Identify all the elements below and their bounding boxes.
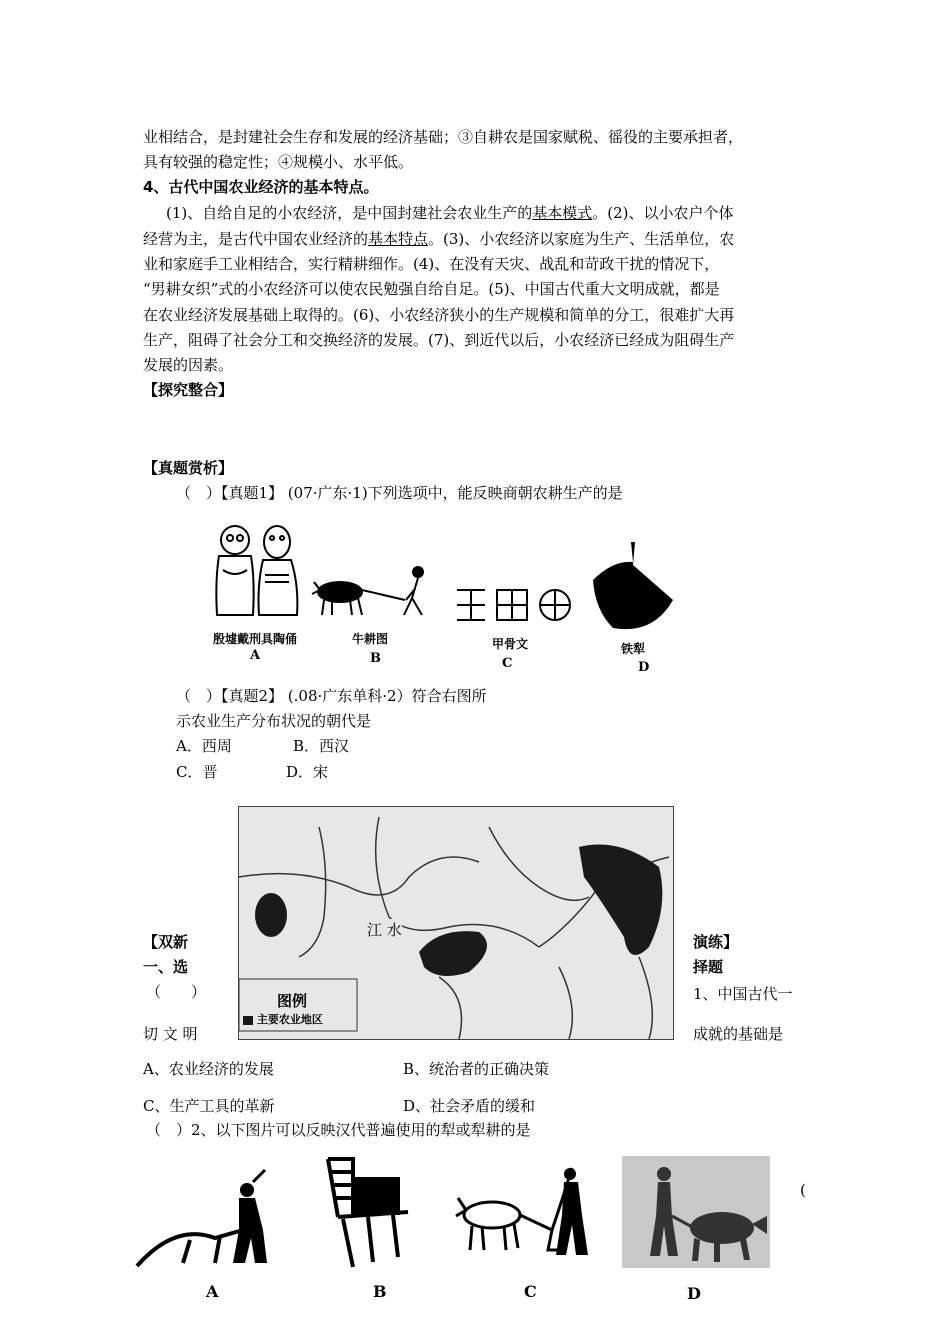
section-title: 4、古代中国农业经济的基本特点。: [143, 178, 379, 196]
legend-item-label: 主要农业地区: [256, 1013, 323, 1026]
river-label: 江 水: [367, 921, 402, 939]
choice-section-right: 择题: [693, 958, 724, 976]
option-a: A、农业经济的发展: [143, 1060, 274, 1078]
legend-item: [243, 1011, 323, 1027]
underlined-term: 基本特点: [368, 230, 429, 248]
question-text: 1、中国古代一: [693, 985, 793, 1003]
question-2b: （ ）2、以下图片可以反映汉代普遍使用的犁或犁耕的是: [146, 1121, 531, 1139]
fig-caption: 甲骨文: [491, 637, 528, 651]
oracle-bone-glyphs-icon: [455, 585, 575, 625]
fig-letter: D: [638, 660, 650, 675]
text-line: 业相结合，是封建社会生存和发展的经济基础；③自耕农是国家赋税、徭役的主要承担者，: [143, 128, 744, 146]
legend-swatch: [243, 1016, 253, 1025]
choice-section-left: 一、选: [143, 958, 189, 976]
fig-caption: 殷墟戴刑具陶俑: [212, 632, 297, 646]
iron-plow-icon: [583, 540, 678, 635]
option-b: B．西汉: [293, 737, 350, 755]
option-b: B、统治者的正确决策: [403, 1060, 550, 1078]
text-line: 在农业经济发展基础上取得的。(6)、小农经济狭小的生产规模和简单的分工，很难扩大再: [143, 306, 735, 324]
text-line: “男耕女织”式的小农经济可以使农民勉强自给自足。(5)、中国古代重大文明成就，都是: [143, 280, 720, 298]
text-line: 具有较强的稳定性；④规模小、水平低。: [143, 153, 414, 171]
text-span: 经营为主，是古代中国农业经济的: [143, 230, 369, 248]
pottery-figures-icon: [205, 520, 305, 620]
real-title: 【真题赏析】: [143, 459, 234, 477]
fig-letter: A: [250, 648, 261, 663]
underlined-term: 基本模式: [532, 204, 593, 222]
trailing-paren: (: [800, 1181, 806, 1199]
answer-paren: （ ）: [146, 983, 207, 1001]
text-line: [143, 229, 734, 249]
question-text: 成就的基础是: [693, 1025, 784, 1043]
ox-plow-icon: [452, 1160, 602, 1275]
text-line: 发展的因素。: [143, 356, 234, 374]
agriculture-map: [238, 806, 674, 1040]
text-span: (1)、自给自足的小农经济，是中国封建社会农业生产的: [166, 204, 533, 222]
text-line: 生产，阻碍了社会分工和交换经济的发展。(7)、到近代以后，小农经济已经成为阻碍生产: [143, 331, 735, 349]
fig-letter: D: [687, 1284, 701, 1303]
option-c: C、生产工具的革新: [143, 1097, 275, 1115]
ox-plowing-icon: [310, 560, 440, 630]
question-2-cont: 示农业生产分布状况的朝代是: [176, 712, 372, 730]
practice-title-left: 【双新: [143, 933, 189, 951]
text-span: 。(2)、以小农户个体: [592, 204, 734, 222]
option-d: D．宋: [286, 763, 329, 781]
seed-drill-icon: [313, 1157, 423, 1272]
fig-letter: B: [373, 1282, 387, 1301]
question-text: 切 文 明: [143, 1025, 198, 1043]
practice-title-right: 演练】: [693, 933, 739, 951]
fig-letter: B: [370, 651, 381, 666]
text-line: [166, 203, 734, 223]
fig-caption: 牛耕图: [351, 632, 388, 646]
option-d: D、社会矛盾的缓和: [403, 1097, 536, 1115]
option-a: A．西周: [176, 737, 232, 755]
text-span: 。(3)、小农经济以家庭为生产、生活单位，农: [428, 230, 735, 248]
question-1: （ ）【真题1】 (07·广东·1)下列选项中，能反映商朝农耕生产的是: [176, 484, 623, 502]
plow-farmer-icon: [135, 1168, 280, 1273]
question-2: （ ）【真题2】 (.08·广东单科·2）符合右图所: [176, 687, 487, 705]
option-c: C．晋: [176, 763, 218, 781]
fig-letter: A: [206, 1282, 219, 1301]
fig-letter: C: [502, 656, 513, 671]
explore-title: 【探究整合】: [143, 381, 234, 399]
legend-title: 图例: [277, 992, 308, 1010]
text-line: 业和家庭手工业相结合，实行精耕细作。(4)、在没有天灾、战乱和苛政干扰的情况下，: [143, 255, 720, 273]
ox-plowing-photo-drawing: [622, 1156, 770, 1268]
fig-caption: 铁犁: [620, 642, 645, 656]
ox-plowing-photo: [622, 1156, 770, 1268]
fig-letter: C: [524, 1282, 537, 1301]
